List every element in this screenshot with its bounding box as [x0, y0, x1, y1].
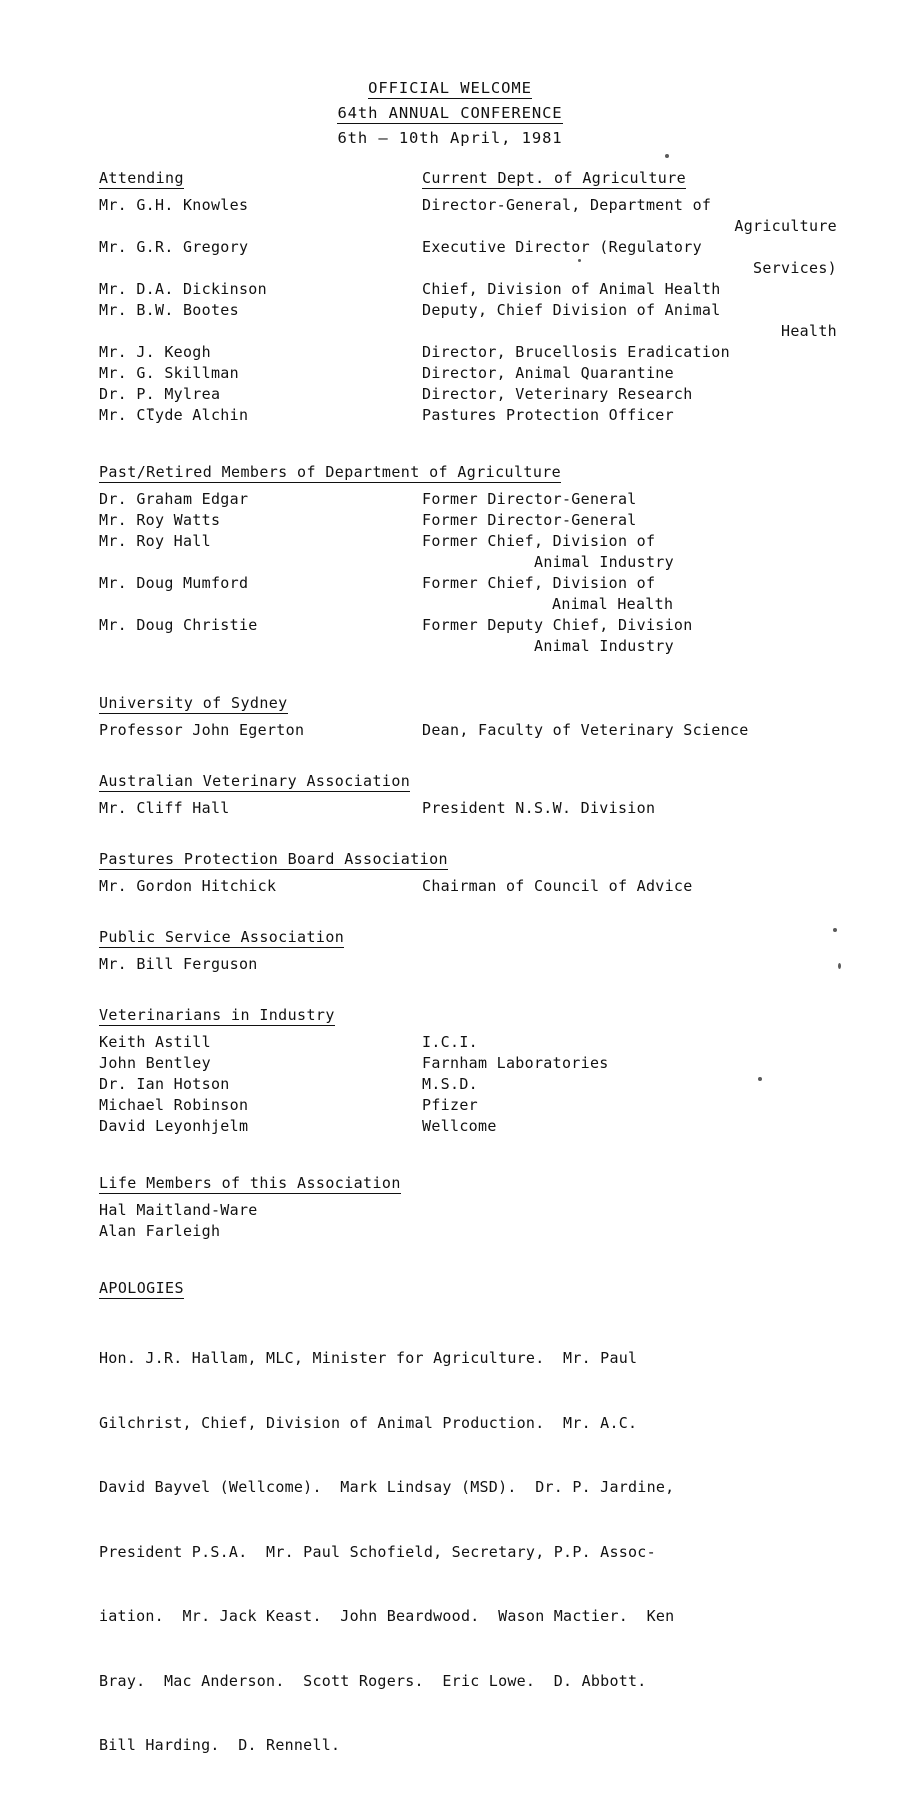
life-member-name: Alan Farleigh	[99, 1222, 221, 1240]
industry-company: Pfizer	[422, 1096, 478, 1114]
past-member-role	[422, 573, 859, 615]
industry-person-name: John Bentley	[99, 1054, 211, 1072]
heading-current-dept: Current Dept. of Agriculture	[422, 169, 687, 187]
life-member-name: Hal Maitland-Ware	[99, 1201, 258, 1219]
ava-person-name: Mr. Cliff Hall	[99, 799, 230, 817]
past-member-row	[99, 489, 859, 510]
attendee-role: Director, Brucellosis Eradication	[422, 343, 730, 361]
attendee-role: Pastures Protection Officer	[422, 406, 674, 424]
ava-row	[99, 798, 859, 819]
attendee-role: Director, Veterinary Research	[422, 385, 693, 403]
attendee-name: Mr. D.A. Dickinson	[99, 280, 267, 298]
attendee-row	[99, 342, 859, 363]
industry-row	[99, 1032, 859, 1053]
attendee-name: Mr. J. Keogh	[99, 343, 211, 361]
industry-company: I.C.I.	[422, 1033, 478, 1051]
heading-past-retired: Past/Retired Members of Department of Agriculture	[99, 463, 562, 481]
past-member-role	[422, 531, 859, 573]
section-past-retired	[99, 462, 859, 657]
attendee-name: Mr. B.W. Bootes	[99, 301, 239, 319]
past-member-name: Mr. Doug Mumford	[99, 574, 249, 592]
section-public-service-association	[99, 927, 859, 975]
past-member-role-text: Former Chief, Division of	[422, 574, 656, 592]
industry-row	[99, 1074, 859, 1095]
industry-company: Wellcome	[422, 1117, 497, 1135]
past-member-role-cont: Animal Industry	[534, 637, 674, 655]
attendee-row	[99, 384, 859, 405]
past-member-name: Dr. Graham Edgar	[99, 490, 249, 508]
attendee-name: Mr. G. Skillman	[99, 364, 239, 382]
industry-company: Farnham Laboratories	[422, 1054, 609, 1072]
ppba-person-name: Mr. Gordon Hitchick	[99, 877, 277, 895]
industry-person-name: Dr. Ian Hotson	[99, 1075, 230, 1093]
heading-veterinarians-in-industry: Veterinarians in Industry	[99, 1006, 335, 1024]
heading-australian-veterinary-association: Australian Veterinary Association	[99, 772, 411, 790]
past-member-role-text: Former Deputy Chief, Division	[422, 616, 693, 634]
industry-person-name: David Leyonhjelm	[99, 1117, 249, 1135]
heading-apologies: APOLOGIES	[99, 1279, 184, 1297]
attendee-role-cont: Agriculture	[734, 217, 837, 235]
title-conference-dates: 6th – 10th April, 1981	[337, 129, 563, 147]
attending-heading-row	[99, 168, 859, 188]
attendee-row	[99, 405, 859, 426]
past-member-name: Mr. Roy Watts	[99, 511, 221, 529]
university-person-role: Dean, Faculty of Veterinary Science	[422, 721, 749, 739]
section-apologies	[99, 1278, 859, 1800]
industry-company: M.S.D.	[422, 1075, 478, 1093]
apologies-line: Bray. Mac Anderson. Scott Rogers. Eric Lowe. D. Abbott.	[99, 1671, 647, 1690]
attendee-role	[422, 237, 859, 279]
attendee-row	[99, 237, 859, 279]
ppba-row	[99, 876, 859, 897]
attendee-row	[99, 279, 859, 300]
past-member-row	[99, 510, 859, 531]
ppba-person-role: Chairman of Council of Advice	[422, 877, 693, 895]
industry-person-name: Keith Astill	[99, 1033, 211, 1051]
industry-row	[99, 1116, 859, 1137]
university-row	[99, 720, 859, 741]
ava-person-role: President N.S.W. Division	[422, 799, 656, 817]
section-university-of-sydney	[99, 693, 859, 741]
attendee-name: Mr. G.H. Knowles	[99, 196, 249, 214]
past-member-row	[99, 615, 859, 657]
section-pastures-protection-board-association	[99, 849, 859, 897]
past-member-role-cont: Animal Health	[552, 595, 674, 613]
past-member-role: Former Director-General	[422, 490, 637, 508]
heading-life-members: Life Members of this Association	[99, 1174, 401, 1192]
past-member-role-cont: Animal Industry	[534, 553, 674, 571]
apologies-line: David Bayvel (Wellcome). Mark Lindsay (MSD). Dr. P. Jardine,	[99, 1478, 675, 1496]
title-official-welcome: OFFICIAL WELCOME	[368, 79, 532, 97]
title-line-2	[0, 101, 900, 126]
section-australian-veterinary-association	[99, 771, 859, 819]
heading-public-service-association: Public Service Association	[99, 928, 345, 946]
title-annual-conference: 64th ANNUAL CONFERENCE	[337, 104, 563, 122]
attendee-role: Chief, Division of Animal Health	[422, 280, 721, 298]
apologies-text	[99, 1305, 799, 1800]
apologies-line: iation. Mr. Jack Keast. John Beardwood. Wason Mactier. Ken	[99, 1607, 675, 1625]
attendee-row	[99, 363, 859, 384]
industry-person-name: Michael Robinson	[99, 1096, 249, 1114]
past-member-name: Mr. Doug Christie	[99, 616, 258, 634]
ink-speck	[665, 154, 669, 158]
section-attending	[99, 168, 859, 426]
attendee-row	[99, 300, 859, 342]
apologies-line: Bill Harding. D. Rennell.	[99, 1736, 341, 1754]
attendee-role	[422, 300, 859, 342]
apologies-line: Gilchrist, Chief, Division of Animal Production. Mr. A.C.	[99, 1413, 638, 1432]
heading-university-of-sydney: University of Sydney	[99, 694, 288, 712]
past-member-row	[99, 531, 859, 573]
psa-person-name: Mr. Bill Ferguson	[99, 955, 258, 973]
university-person-name: Professor John Egerton	[99, 721, 305, 739]
past-member-name: Mr. Roy Hall	[99, 532, 211, 550]
attendee-name: Dr. P. Mylrea	[99, 385, 221, 403]
apologies-line: Hon. J.R. Hallam, MLC, Minister for Agriculture. Mr. Paul	[99, 1349, 638, 1367]
attendee-role-cont: Health	[781, 322, 837, 340]
apologies-line: President P.S.A. Mr. Paul Schofield, Secretary, P.P. Assoc-	[99, 1542, 656, 1561]
heading-attending: Attending	[99, 169, 184, 187]
attendee-row	[99, 195, 859, 237]
document-body	[99, 168, 859, 1800]
attendee-name: Mr. G.R. Gregory	[99, 238, 249, 256]
attendee-role-cont: Services)	[753, 259, 837, 277]
section-veterinarians-in-industry	[99, 1005, 859, 1137]
past-member-role-text: Former Chief, Division of	[422, 532, 656, 550]
heading-pastures-protection-board-association: Pastures Protection Board Association	[99, 850, 448, 868]
attendee-role	[422, 195, 859, 237]
attendee-role: Director, Animal Quarantine	[422, 364, 674, 382]
attendee-role-text: Director-General, Department of	[422, 196, 712, 214]
industry-row	[99, 1095, 859, 1116]
document-title-block	[0, 76, 900, 151]
section-life-members	[99, 1173, 859, 1242]
past-member-role	[422, 615, 859, 657]
attendee-name: Mr. Clyde Alchin	[99, 406, 249, 424]
attendee-role-text: Deputy, Chief Division of Animal	[422, 301, 721, 319]
psa-row	[99, 954, 859, 975]
industry-row	[99, 1053, 859, 1074]
title-line-3	[0, 126, 900, 151]
past-member-role: Former Director-General	[422, 511, 637, 529]
attendee-role-text: Executive Director (Regulatory	[422, 238, 702, 256]
past-member-row	[99, 573, 859, 615]
title-line-1	[0, 76, 900, 101]
